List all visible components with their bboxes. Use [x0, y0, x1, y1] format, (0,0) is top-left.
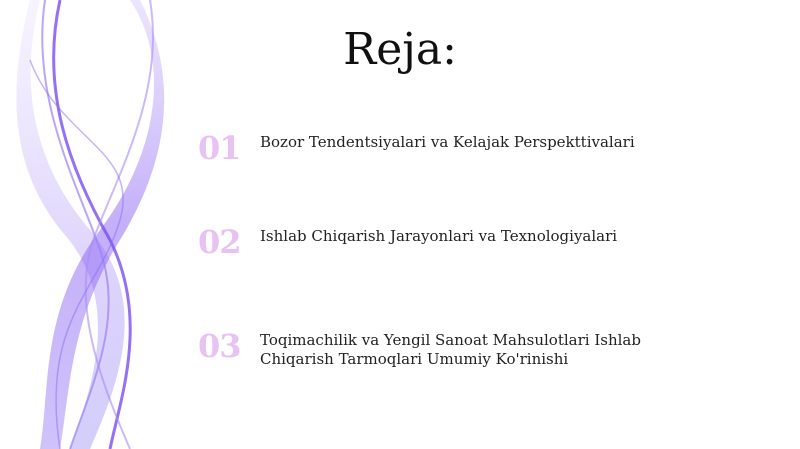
agenda-text: Ishlab Chiqarish Jarayonlari va Texnologiyalari	[260, 227, 618, 245]
agenda-text: Toqimachilik va Yengil Sanoat Mahsulotlari Ishlab Chiqarish Tarmoqlari Umumiy Ko'rinishi	[260, 331, 641, 368]
agenda-number: 01	[198, 129, 241, 167]
purple-ribbon-decoration	[0, 0, 200, 449]
agenda-text: Bozor Tendentsiyalari va Kelajak Perspekttivalari	[260, 133, 635, 151]
agenda-item-2	[198, 225, 710, 259]
agenda-number: 02	[198, 223, 241, 261]
agenda-item-1	[198, 131, 710, 165]
slide-title: Reja:	[343, 24, 457, 75]
agenda-number: 03	[198, 327, 241, 365]
agenda-item-3	[198, 329, 710, 369]
